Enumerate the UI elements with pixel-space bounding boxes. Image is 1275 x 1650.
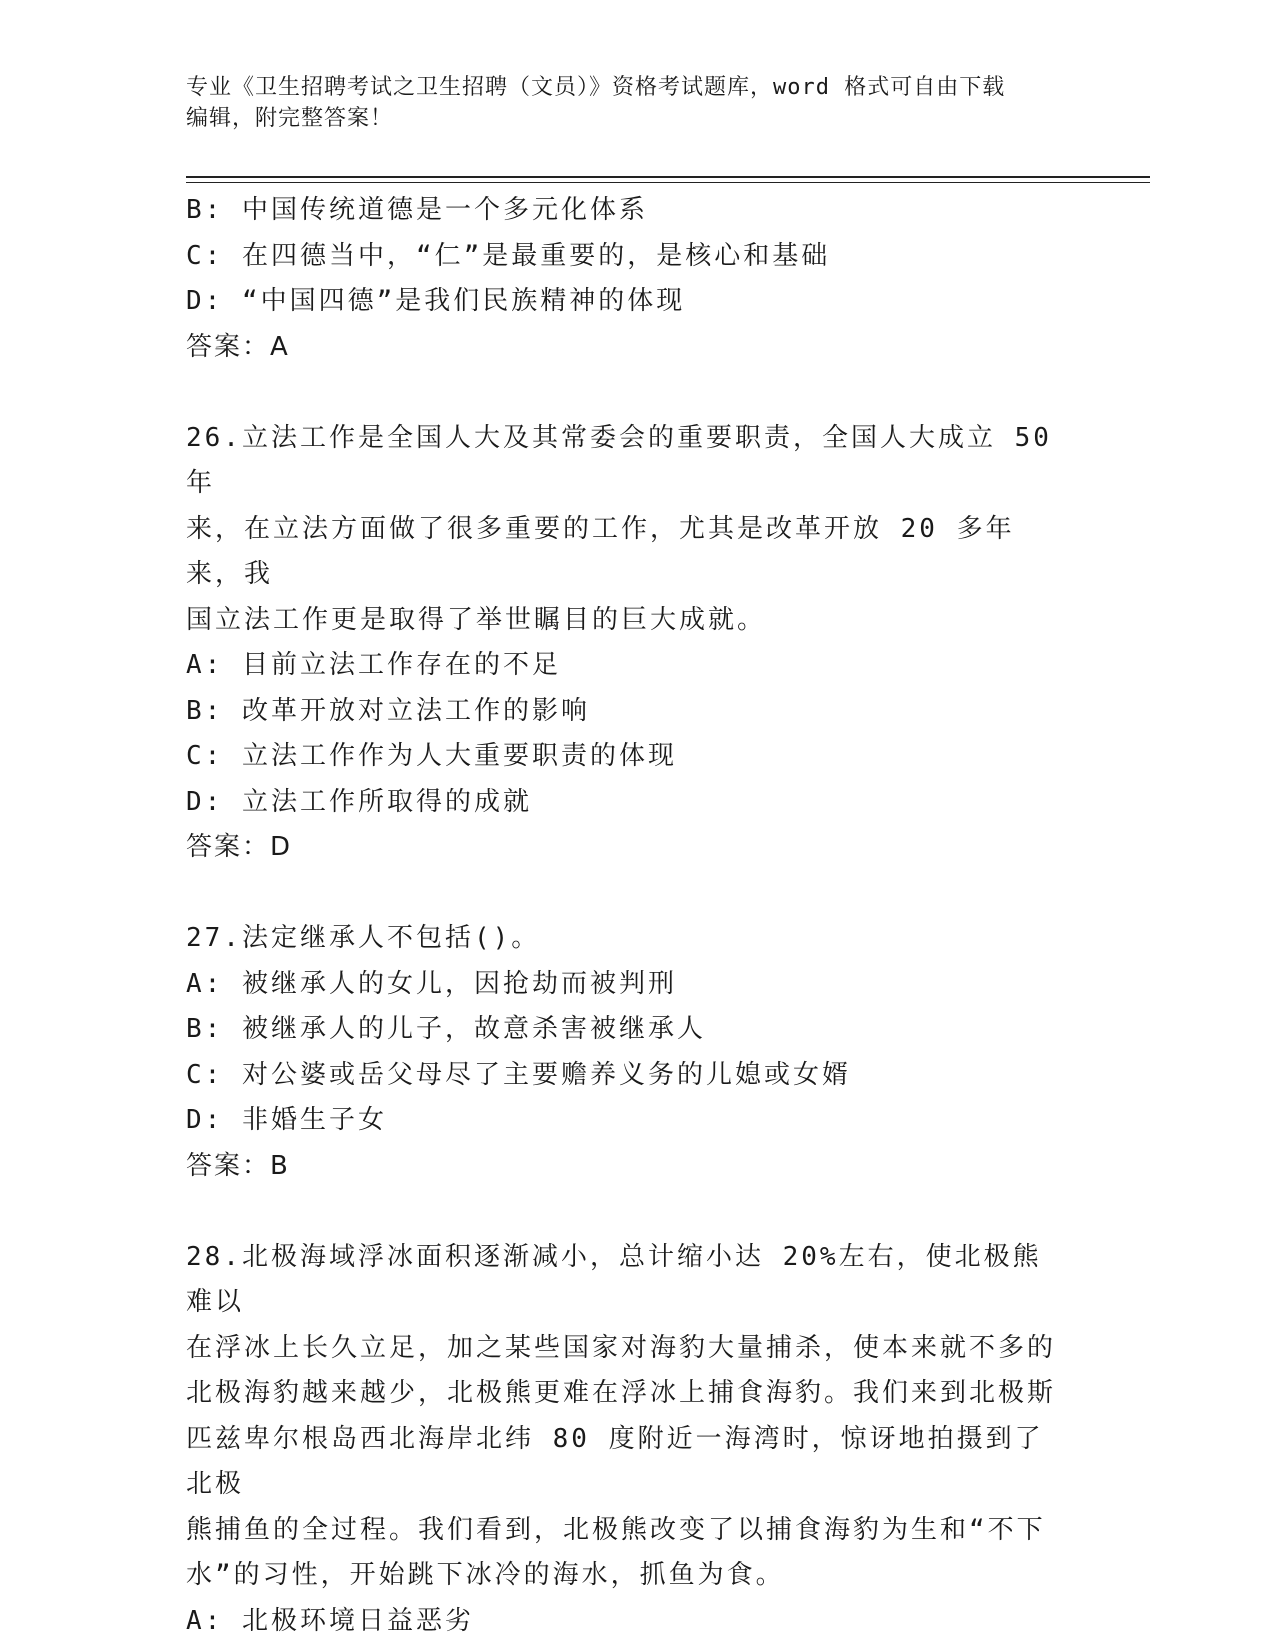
option-d: D: 立法工作所取得的成就 (186, 786, 532, 817)
question-stem-line: 来，在立法方面做了很多重要的工作，尤其是改革开放 20 多年来，我 (186, 513, 1015, 589)
option-d: D: “中国四德”是我们民族精神的体现 (186, 286, 686, 316)
option-c: C: 对公婆或岳父母尽了主要赡养义务的儿媳或女婿 (186, 1059, 851, 1090)
question-stem-line: 28.北极海域浮冰面积逐渐减小，总计缩小达 20%左右，使北极熊难以 (186, 1241, 1042, 1317)
option-c: C: 立法工作作为人大重要职责的体现 (186, 741, 677, 771)
question-stem-line: 匹兹卑尔根岛西北海岸北纬 80 度附近一海湾时，惊讶地拍摄到了北极 (186, 1423, 1044, 1499)
question-stem-line: 国立法工作更是取得了举世瞩目的巨大成就。 (186, 604, 767, 635)
page-header (186, 72, 1066, 134)
question-stem-line: 在浮冰上长久立足，加之某些国家对海豹大量捕杀，使本来就不多的 (186, 1332, 1057, 1363)
option-a: A: 北极环境日益恶劣 (186, 1605, 474, 1636)
option-b: B: 中国传统道德是一个多元化体系 (186, 195, 648, 225)
answer-label: 答案：D (186, 832, 293, 862)
header-line-1: 专业《卫生招聘考试之卫生招聘（文员）》资格考试题库，word 格式可自由下载 (186, 75, 1006, 100)
question-27 (186, 916, 1066, 1189)
option-a: A: 被继承人的女儿，因抢劫而被判刑 (186, 968, 677, 999)
question-content (186, 188, 1071, 1644)
question-stem-line: 26.立法工作是全国人大及其常委会的重要职责，全国人大成立 50 年 (186, 422, 1071, 498)
question-28 (186, 1235, 1066, 1645)
option-d: D: 非婚生子女 (186, 1105, 387, 1135)
question-25-tail (186, 188, 1066, 370)
question-stem-line: 北极海豹越来越少，北极熊更难在浮冰上捕食海豹。我们来到北极斯 (186, 1378, 1057, 1408)
header-divider-thick (186, 176, 1150, 178)
question-stem-line: 27.法定继承人不包括()。 (186, 923, 541, 953)
header-line-2: 编辑，附完整答案！ (186, 106, 394, 131)
question-stem-line: 熊捕鱼的全过程。我们看到，北极熊改变了以捕食海豹为生和“不下 (186, 1514, 1046, 1545)
answer-label: 答案：B (186, 1150, 290, 1181)
question-stem-line: 水”的习性，开始跳下冰冷的海水，抓鱼为食。 (186, 1560, 785, 1590)
option-a: A: 目前立法工作存在的不足 (186, 650, 561, 680)
option-b: B: 改革开放对立法工作的影响 (186, 695, 590, 726)
option-b: B: 被继承人的儿子，故意杀害被继承人 (186, 1014, 706, 1044)
question-26 (186, 416, 1071, 871)
option-c: C: 在四德当中，“仁”是最重要的，是核心和基础 (186, 240, 831, 271)
answer-label: 答案：A (186, 331, 290, 362)
header-divider-thin (186, 182, 1150, 183)
